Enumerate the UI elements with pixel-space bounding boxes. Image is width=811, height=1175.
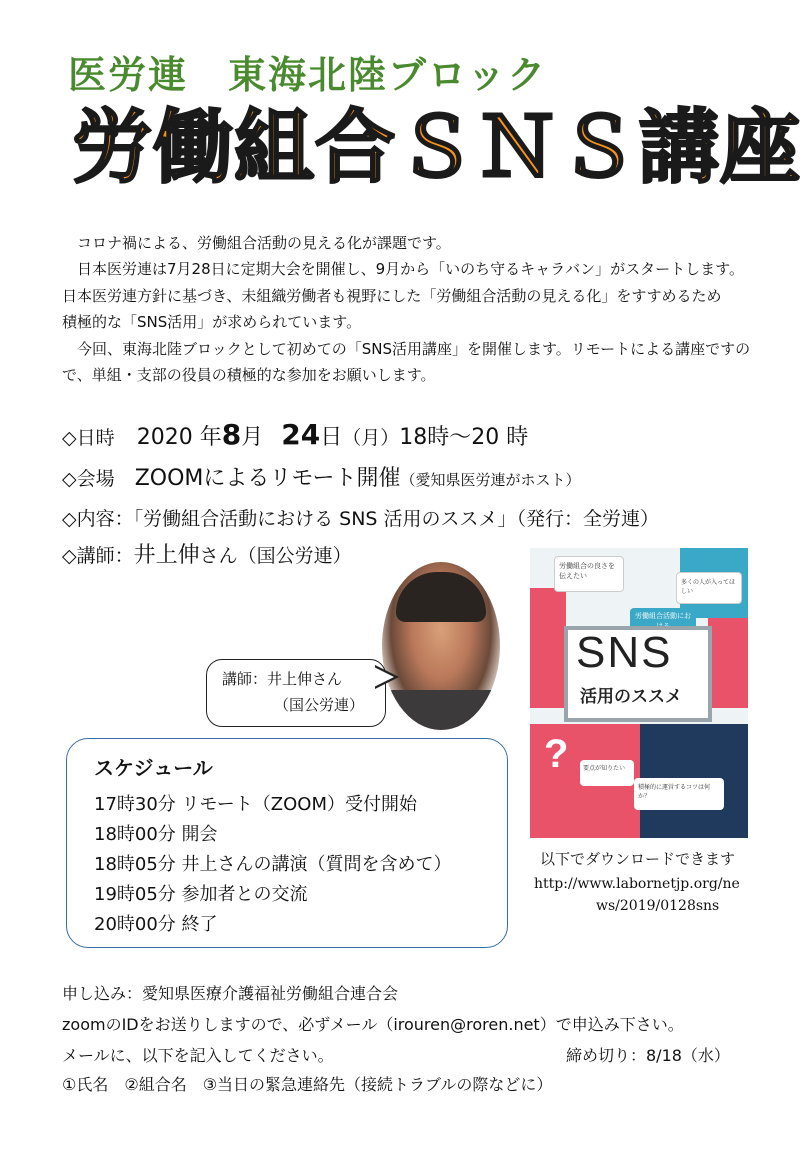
venue-prefix: ◇会場 [62,468,115,490]
intro-line: 日本医労連は7月28日に定期大会を開催し、9月から「いのち守るキャラバン」がスタートします。 [62,260,744,278]
lecturer-suffix: さん（国公労連） [199,545,352,567]
schedule-row: 18時05分 井上さんの講演（質問を含めて） [94,854,452,875]
download-link-cont[interactable]: ws/2019/0128sns [596,898,720,914]
lecturer-prefix: ◇講師： [62,545,134,567]
cover-bubble: 多くの人が入ってほしい [676,572,742,604]
intro-line: 日本医労連方針に基づき、未組織労働者も視野にした「労働組合活動の見える化」をすすめるため [62,287,722,305]
schedule-row: 17時30分 リモート（ZOOM）受付開始 [94,794,418,815]
block-subtitle: 医労連 東海北陸ブロック [68,53,548,97]
date-day-unit: 日 [320,425,343,450]
cover-subtitle: 活用のススメ [580,687,682,707]
date-month-unit: 月 [241,425,264,450]
event-venue [62,466,581,492]
apply-line: 申し込み：愛知県医療介護福祉労働組合連合会 [62,984,399,1003]
bubble-line: （国公労連） [274,696,365,714]
date-month: 8 [221,418,242,451]
event-date [62,418,528,452]
date-day: 24 [281,418,321,451]
schedule-row: 18時00分 開会 [94,824,218,845]
cover-title: SNS [576,628,673,677]
date-year: 2020 年 [136,425,222,450]
deadline: 締め切り：8/18（水） [566,1046,730,1065]
book-cover-image[interactable]: 労働組合の良さを伝えたい 多くの人が入ってほしい 労働組合活動にお SNS 活用のススメ ? 要点が知りたい 積極的に運営するコツは何か？ [530,548,748,838]
zoom-line: zoomのIDをお送りしますので、必ずメール（irouren@roren.net）で申込み下さい。 [62,1015,684,1034]
intro-line: コロナ禍による、労働組合活動の見える化が課題です。 [62,234,451,252]
cover-bubble: 労働組合の良さを伝えたい [554,556,624,592]
schedule-title: スケジュール [94,756,213,780]
bubble-line: 講師：井上伸さん [222,670,343,688]
lecturer-name: 井上伸 [133,543,200,568]
page-title: 労働組合ＳＮＳ講座 [72,101,801,194]
cover-kicker: 労働組合活動にお [630,608,696,634]
required-items: ①氏名 ②組合名 ③当日の緊急連絡先（接続トラブルの際などに） [62,1075,553,1094]
download-label: 以下でダウンロードできます [540,850,736,868]
event-lecturer [62,543,352,569]
venue-note: （愛知県医労連がホスト） [400,471,581,489]
download-link[interactable]: http://www.labornetjp.org/ne [534,876,740,892]
event-content: ◇内容：「労働組合活動における SNS 活用のススメ」（発行：全労連） [62,508,660,530]
cover-bubble: 要点が知りたい [580,760,634,786]
cover-bubble: 積極的に運営するコツは何か？ [634,778,724,810]
schedule-row: 19時05分 参加者との交流 [94,884,308,905]
schedule-row: 20時00分 終了 [94,914,218,935]
lecturer-photo [382,562,500,730]
intro-line: で、単組・支部の役員の積極的な参加をお願いします。 [62,366,436,384]
date-dow: （月） [342,427,400,449]
venue-main: ZOOMによるリモート開催 [134,466,401,491]
date-time: 18時～20 時 [399,425,529,450]
mail-line: メールに、以下を記入してください。 [62,1046,334,1065]
date-prefix: ◇日時 [62,427,115,449]
intro-line: 今回、東海北陸ブロックとして初めての「SNS活用講座」を開催します。リモートによる講座ですの [62,340,751,358]
intro-line: 積極的な「SNS活用」が求められています。 [62,313,362,331]
